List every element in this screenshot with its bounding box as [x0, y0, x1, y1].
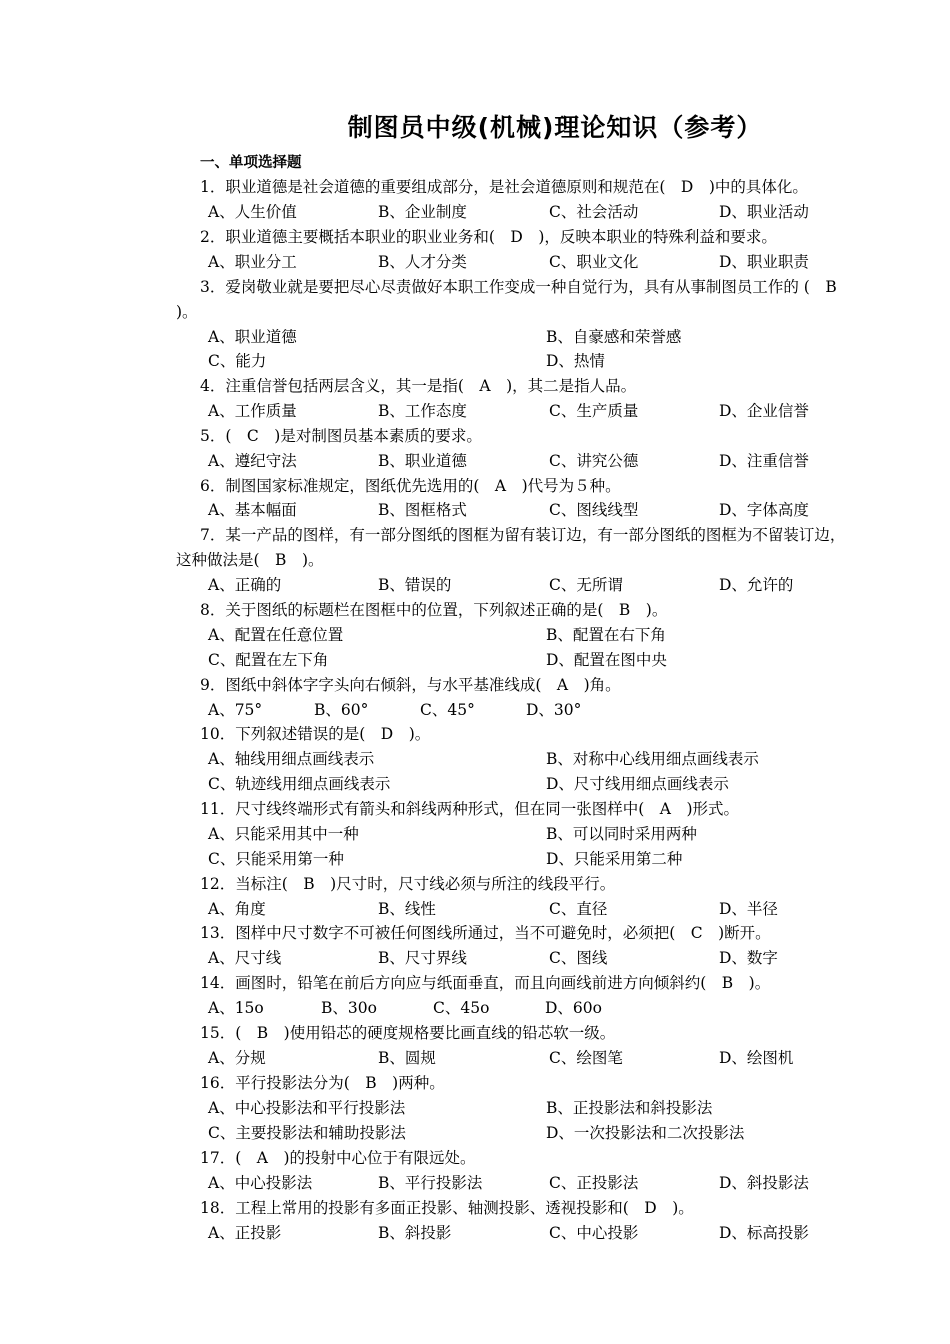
option-b: B、斜投影	[378, 1224, 452, 1242]
option-b: B、尺寸界线	[378, 949, 467, 967]
option-c: C、社会活动	[549, 203, 639, 221]
option-c: C、45o	[433, 999, 490, 1017]
question-stem: 11．尺寸线终端形式有箭头和斜线两种形式，但在同一张图样中( A )形式。	[200, 800, 740, 818]
question-stem: 12．当标注( B )尺寸时，尺寸线必须与所注的线段平行。	[200, 875, 616, 893]
option-d: D、只能采用第二种	[546, 850, 683, 868]
option-d: D、企业信誉	[719, 402, 809, 420]
option-d: D、注重信誉	[719, 452, 809, 470]
option-d: D、配置在图中央	[546, 651, 667, 669]
question-stem: 7．某一产品的图样，有一部分图纸的图框为留有装订边，有一部分图纸的图框为不留装订边，	[200, 526, 846, 544]
option-b: B、线性	[378, 900, 436, 918]
document-title: 制图员中级(机械)理论知识（参考）	[347, 113, 763, 142]
option-a: A、基本幅面	[208, 501, 297, 519]
question-stem: 17．( A )的投射中心位于有限远处。	[200, 1149, 476, 1167]
question-stem: 15．( B )使用铅芯的硬度规格要比画直线的铅芯软一级。	[200, 1024, 616, 1042]
option-b: B、30o	[321, 999, 377, 1017]
option-a: A、正投影	[208, 1224, 282, 1242]
option-c: C、正投影法	[549, 1174, 639, 1192]
option-b: B、对称中心线用细点画线表示	[546, 750, 759, 768]
option-a: A、尺寸线	[208, 949, 282, 967]
question-stem-continued: 这种做法是( B )。	[176, 551, 324, 569]
option-d: D、30°	[526, 701, 582, 719]
option-c: C、中心投影	[549, 1224, 639, 1242]
question-stem: 3．爱岗敬业就是要把尽心尽责做好本职工作变成一种自觉行为，具有从事制图员工作的 ( B	[200, 278, 837, 296]
option-a: A、角度	[208, 900, 266, 918]
option-c: C、生产质量	[549, 402, 639, 420]
option-c: C、讲究公德	[549, 452, 639, 470]
option-c: C、职业文化	[549, 253, 639, 271]
option-d: D、数字	[719, 949, 778, 967]
option-d: D、热情	[546, 352, 605, 370]
option-a: A、职业分工	[208, 253, 297, 271]
question-stem: 5．( C )是对制图员基本素质的要求。	[200, 427, 482, 445]
question-stem: 6．制图国家标准规定，图纸优先选用的( A )代号为５种。	[200, 477, 621, 495]
option-c: C、图线	[549, 949, 608, 967]
option-b: B、圆规	[378, 1049, 436, 1067]
option-a: A、工作质量	[208, 402, 297, 420]
option-a: A、15o	[208, 999, 264, 1017]
option-a: A、人生价值	[208, 203, 297, 221]
option-a: A、配置在任意位置	[208, 626, 344, 644]
option-a: A、75°	[208, 701, 263, 719]
option-b: B、人才分类	[378, 253, 467, 271]
question-stem: 14．画图时，铅笔在前后方向应与纸面垂直，而且向画线前进方向倾斜约( B )。	[200, 974, 771, 992]
option-c: C、图线线型	[549, 501, 639, 519]
question-stem-continued: )。	[176, 303, 198, 321]
option-a: A、分规	[208, 1049, 266, 1067]
question-stem: 9．图纸中斜体字字头向右倾斜，与水平基准线成( A )角。	[200, 676, 621, 694]
option-d: D、字体高度	[719, 501, 809, 519]
option-d: D、职业活动	[719, 203, 809, 221]
question-stem: 18．工程上常用的投影有多面正投影、轴测投影、透视投影和( D )。	[200, 1199, 694, 1217]
option-d: D、标高投影	[719, 1224, 809, 1242]
option-c: C、轨迹线用细点画线表示	[208, 775, 391, 793]
option-b: B、工作态度	[378, 402, 467, 420]
question-stem: 10．下列叙述错误的是( D )。	[200, 725, 431, 743]
option-d: D、职业职责	[719, 253, 809, 271]
option-a: A、正确的	[208, 576, 282, 594]
option-d: D、允许的	[719, 576, 794, 594]
question-stem: 4．注重信誉包括两层含义，其一是指( A )，其二是指人品。	[200, 377, 637, 395]
option-b: B、60°	[314, 701, 369, 719]
option-b: B、可以同时采用两种	[546, 825, 697, 843]
option-c: C、主要投影法和辅助投影法	[208, 1124, 406, 1142]
option-b: B、配置在右下角	[546, 626, 666, 644]
question-stem: 2．职业道德主要概括本职业的职业业务和( D )，反映本职业的特殊利益和要求。	[200, 228, 777, 246]
option-c: C、配置在左下角	[208, 651, 329, 669]
option-d: D、60o	[545, 999, 602, 1017]
option-b: B、企业制度	[378, 203, 467, 221]
question-stem: 16．平行投影法分为( B )两种。	[200, 1074, 445, 1092]
question-stem: 13．图样中尺寸数字不可被任何图线所通过，当不可避免时，必须把( C )断开。	[200, 924, 771, 942]
option-c: C、只能采用第一种	[208, 850, 344, 868]
option-c: C、绘图笔	[549, 1049, 623, 1067]
question-stem: 1．职业道德是社会道德的重要组成部分，是社会道德原则和规范在( D )中的具体化。	[200, 178, 808, 196]
option-d: D、绘图机	[719, 1049, 794, 1067]
option-b: B、职业道德	[378, 452, 467, 470]
option-a: A、中心投影法和平行投影法	[208, 1099, 406, 1117]
option-b: B、自豪感和荣誉感	[546, 328, 682, 346]
option-d: D、一次投影法和二次投影法	[546, 1124, 745, 1142]
option-a: A、只能采用其中一种	[208, 825, 359, 843]
section-heading: 一、单项选择题	[200, 155, 302, 171]
option-b: B、平行投影法	[378, 1174, 483, 1192]
option-a: A、职业道德	[208, 328, 297, 346]
option-d: D、尺寸线用细点画线表示	[546, 775, 729, 793]
option-b: B、图框格式	[378, 501, 467, 519]
option-c: C、45°	[420, 701, 475, 719]
option-d: D、半径	[719, 900, 778, 918]
option-a: A、轴线用细点画线表示	[208, 750, 375, 768]
option-c: C、直径	[549, 900, 608, 918]
option-b: B、错误的	[378, 576, 452, 594]
option-c: C、能力	[208, 352, 267, 370]
option-c: C、无所谓	[549, 576, 623, 594]
option-d: D、斜投影法	[719, 1174, 809, 1192]
option-a: A、中心投影法	[208, 1174, 313, 1192]
question-stem: 8．关于图纸的标题栏在图框中的位置，下列叙述正确的是( B )。	[200, 601, 668, 619]
option-b: B、正投影法和斜投影法	[546, 1099, 713, 1117]
option-a: A、遵纪守法	[208, 452, 297, 470]
